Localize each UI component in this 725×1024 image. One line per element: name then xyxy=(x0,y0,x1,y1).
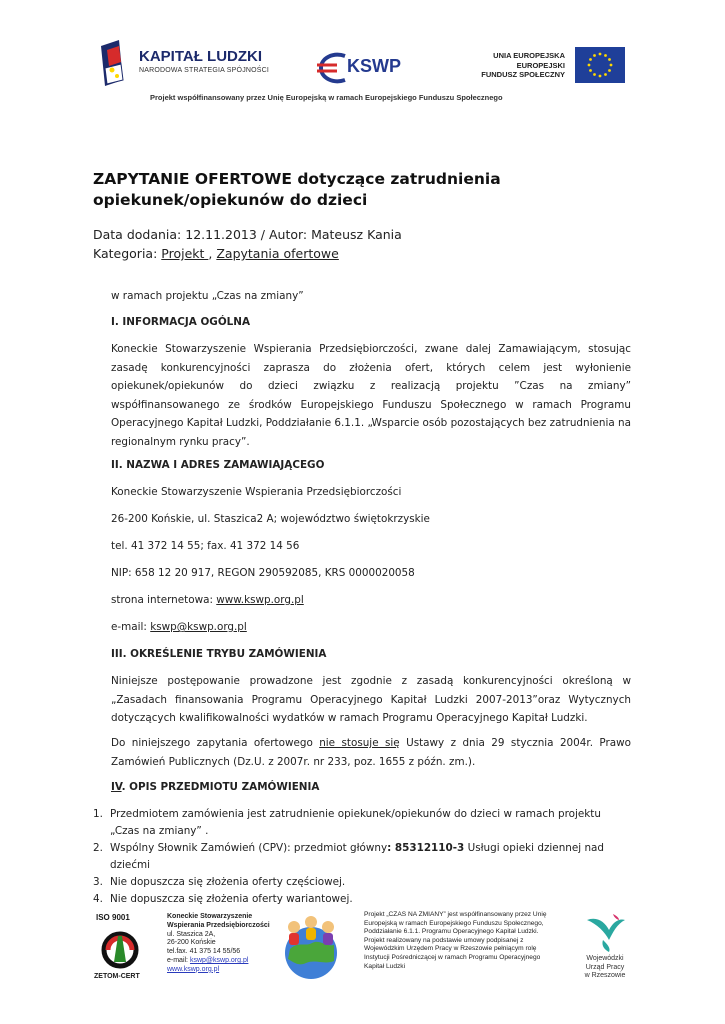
orderer-name: Koneckie Stowarzyszenie Wspierania Przedsiębiorczości xyxy=(111,486,402,498)
footer-email-label: e-mail: xyxy=(167,956,190,964)
zetom-label: ZETOM-CERT xyxy=(94,973,140,980)
footer-addr-2: 26-200 Końskie xyxy=(167,939,216,947)
kapital-ludzki-flag-icon xyxy=(97,40,131,88)
list-number: 2. xyxy=(93,842,103,854)
section-3-text-2 xyxy=(111,734,631,771)
section-3-text-1: Niniejsze postępowanie prowadzone jest zgodnie z zasadą konkurencyjności określoną w „Zasadach finansowania Programu Operacyjnego Kapitał Ludzki 2007-2013”oraz Wytycznych dotyczących kwalifikowalności wydatków w ramach Programu Operacyjnego Kapitał Ludzki. xyxy=(111,675,631,724)
list-number: 4. xyxy=(93,893,103,905)
section-2-heading: II. NAZWA I ADRES ZAMAWIAJĄCEGO xyxy=(111,459,325,471)
list-item xyxy=(93,891,633,908)
list-text-continued: dziećmi xyxy=(110,859,151,871)
email-link[interactable]: kswp@kswp.org.pl xyxy=(150,621,247,633)
orderer-phone: tel. 41 372 14 55; fax. 41 372 14 56 xyxy=(111,540,300,552)
list-item xyxy=(93,840,633,874)
eu-logo xyxy=(480,47,625,87)
kapital-ludzki-subtitle: NARODOWA STRATEGIA SPÓJNOŚCI xyxy=(139,67,270,74)
wup-line-2: Urząd Pracy xyxy=(585,963,625,971)
section-1-heading: I. INFORMACJA OGÓLNA xyxy=(111,316,251,328)
website-label: strona internetowa: xyxy=(111,594,217,606)
kswp-text: KSWP xyxy=(347,56,401,76)
footer-www-link[interactable]: www.kswp.org.pl xyxy=(167,965,220,973)
article-meta xyxy=(93,225,402,263)
footer-telfax: tel.fax. 41 375 14 55/56 xyxy=(167,948,241,956)
s3-text-2b: Ustawy z dnia 29 stycznia 2004r. Prawo Zamówień Publicznych (Dz.U. z 2007r. nr 233, poz. 1655 z późn. zm.). xyxy=(111,737,631,768)
orderer-ids: NIP: 658 12 20 917, REGON 290592085, KRS 0000020058 xyxy=(111,567,415,579)
orderer-website xyxy=(111,591,631,610)
children-globe-icon xyxy=(276,913,346,985)
iso-certificate-logo xyxy=(92,913,147,983)
wup-line-3: w Rzeszowie xyxy=(584,972,626,979)
category-label: Kategoria: xyxy=(93,246,162,261)
kapital-ludzki-logo xyxy=(97,40,277,90)
list-text: Przedmiotem zamówienia jest zatrudnienie opiekunek/opiekunów do dzieci w ramach projektu xyxy=(110,808,601,820)
list-item xyxy=(93,874,633,891)
wup-text xyxy=(575,955,635,981)
list-text: Wspólny Słownik Zamówień (CPV): przedmiot główny xyxy=(110,842,388,854)
list-text: Nie dopuszcza się złożenia oferty częściowej. xyxy=(110,876,346,888)
euro-swoosh-icon xyxy=(315,52,349,84)
s3-text-2a: Do niniejszego zapytania ofertowego xyxy=(111,737,320,749)
category-line xyxy=(93,244,402,263)
wup-bird-icon xyxy=(583,910,627,954)
category-link-zapytania[interactable]: Zapytania ofertowe xyxy=(216,246,339,261)
cofinanced-note: Projekt współfinansowany przez Unię Europejską w ramach Europejskiego Funduszu Społecznego xyxy=(150,93,503,102)
wup-line-1: Wojewódzki xyxy=(586,955,624,962)
footer-address xyxy=(167,913,270,975)
cpv-code: : 85312110-3 xyxy=(387,842,465,854)
eu-flag-icon xyxy=(575,47,625,83)
orderer-address: 26-200 Końskie, ul. Staszica2 A; województwo świętokrzyskie xyxy=(111,513,430,525)
email-label: e-mail: xyxy=(111,621,151,633)
footer-org-2: Wspierania Przedsiębiorczości xyxy=(167,921,270,929)
category-link-projekt[interactable]: Projekt xyxy=(161,246,209,261)
orderer-email xyxy=(111,618,631,637)
section-1-text: Koneckie Stowarzyszenie Wspierania Przedsiębiorczości, zwane dalej Zamawiającym, stosując zasadę konkurencyjności zaprasza do złożenia ofert, których celem jest wyłonienie opiekunek/opiekunów do dzieci związku z realizacją projektu ”Czas na zmiany” współfinansowanego ze środków Europejskiego Funduszu Społecznego w ramach Programu Operacyjnego Kapitał Ludzki, Poddziałanie 6.1.1. „Wsparcie osób pozostających bez zatrudnienia na regionalnym rynku pracy”. xyxy=(111,343,631,448)
category-separator: , xyxy=(208,246,217,261)
footer-org-1: Koneckie Stowarzyszenie xyxy=(167,913,253,920)
page-title: ZAPYTANIE OFERTOWE dotyczące zatrudnienia opiekunek/opiekunów do dzieci xyxy=(93,170,501,209)
iso-label: ISO 9001 xyxy=(96,913,130,922)
eu-line-3: FUNDUSZ SPOŁECZNY xyxy=(481,70,565,79)
list-number: 1. xyxy=(93,808,103,820)
section-4-heading xyxy=(111,778,631,797)
eu-line-1: UNIA EUROPEJSKA xyxy=(493,51,565,60)
intro-text: w ramach projektu „Czas na zmiany” xyxy=(111,290,304,302)
s4-heading-rest: . OPIS PRZEDMIOTU ZAMÓWIENIA xyxy=(121,781,320,793)
list-number: 3. xyxy=(93,876,103,888)
list-text: Nie dopuszcza się złożenia oferty wariantowej. xyxy=(110,893,353,905)
zetom-cert-icon xyxy=(100,926,140,970)
eu-text xyxy=(481,51,565,80)
kswp-logo xyxy=(315,48,415,88)
eu-line-2: EUROPEJSKI xyxy=(516,60,565,70)
website-link[interactable]: www.kswp.org.pl xyxy=(216,594,304,606)
list-text-tail: Usługi opieki dziennej nad xyxy=(464,842,604,854)
date-author: Data dodania: 12.11.2013 / Autor: Mateusz Kania xyxy=(93,227,402,242)
kapital-ludzki-title: KAPITAŁ LUDZKI xyxy=(139,48,263,65)
footer-addr-1: ul. Staszica 2A, xyxy=(167,930,216,938)
s4-heading-number: IV xyxy=(111,781,122,793)
s3-text-2-underlined: nie stosuje się xyxy=(319,737,400,749)
list-text-continued: „Czas na zmiany” . xyxy=(110,825,209,837)
footer-project-note: Projekt „CZAS NA ZMIANY” jest współfinansowany przez Unię Europejską w ramach Europejskiego Funduszu Społecznego, Poddziałanie 6.1.1. Programu Operacyjnego Kapitał Ludzki. Projekt realizowany na podstawie umowy podpisanej z Wojewódzkim Urzędem Pracy w Rzeszowie pełniącym rolę Instytucji Pośredniczącej w ramach Programu Operacyjnego Kapitał Ludzki xyxy=(364,911,547,970)
section-3-heading: III. OKREŚLENIE TRYBU ZAMÓWIENIA xyxy=(111,648,327,660)
wup-rzeszow-logo xyxy=(575,910,635,990)
list-item xyxy=(93,806,633,840)
footer-email-link[interactable]: kswp@kswp.org.pl xyxy=(189,956,249,964)
